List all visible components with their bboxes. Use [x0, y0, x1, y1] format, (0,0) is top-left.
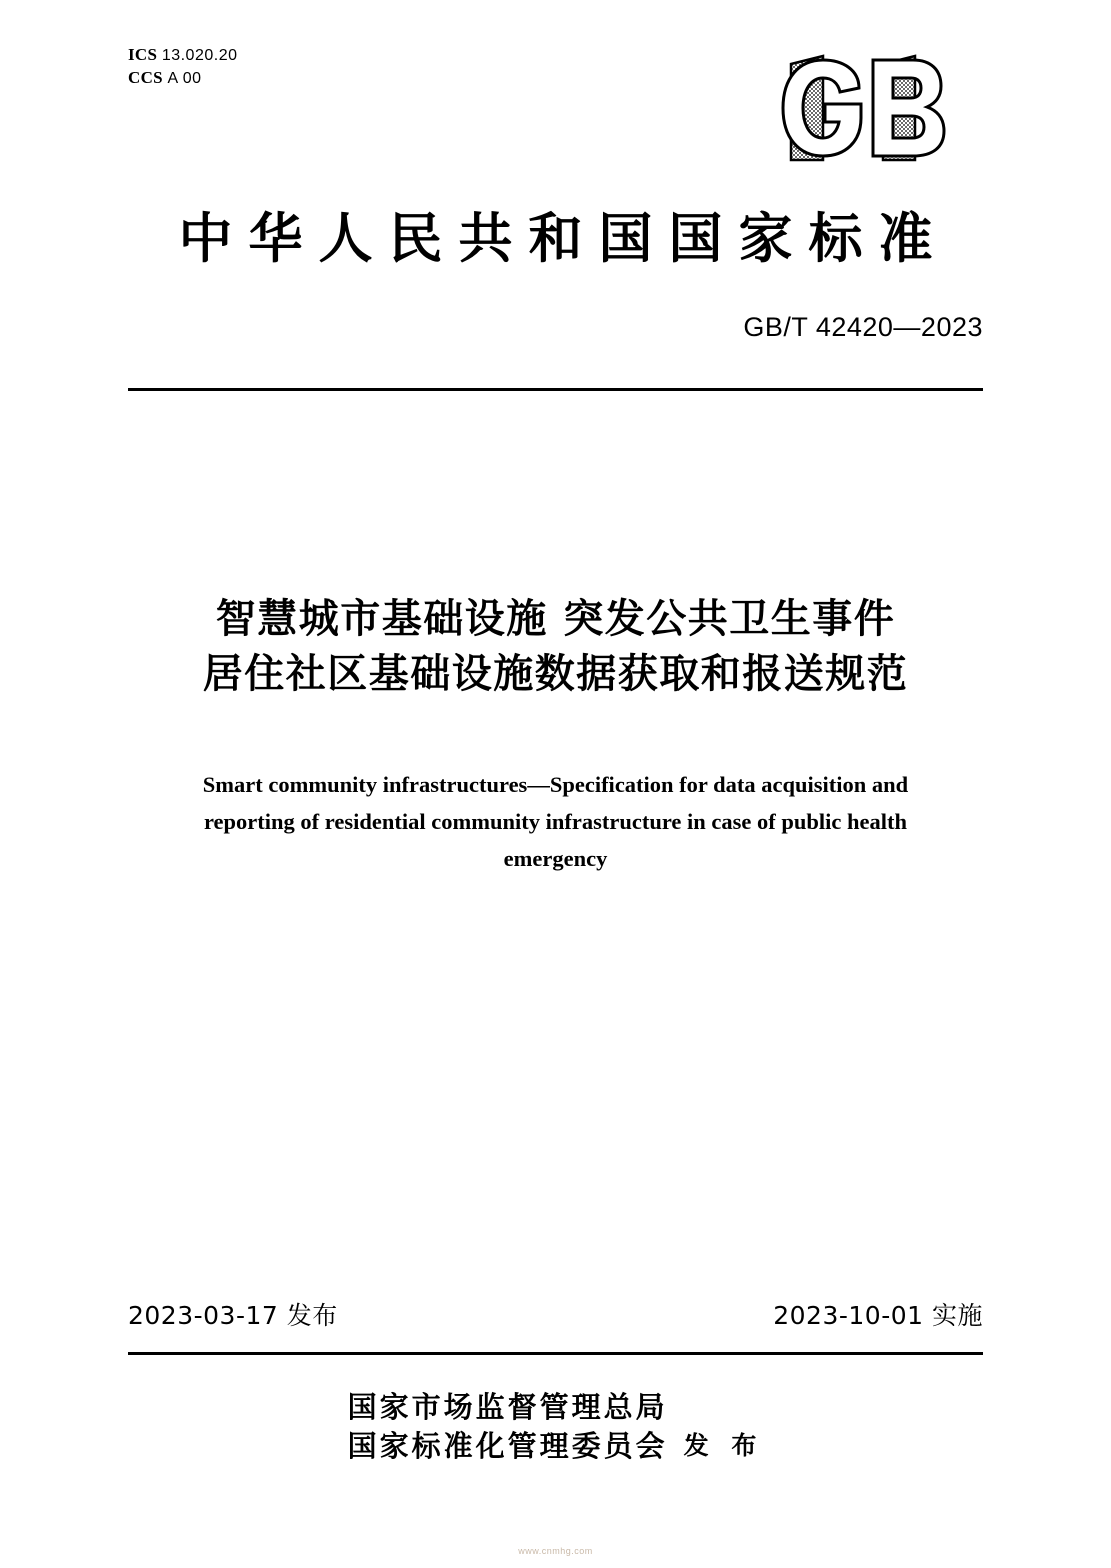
issuing-authority-line1: 国家市场监督管理总局: [347, 1390, 668, 1424]
standard-number: GB/T 42420—2023: [743, 312, 983, 342]
document-title-en: Smart community infrastructures—Specification for data acquisition and reporting of residential community infrastructure in case of public health emergency: [202, 772, 909, 872]
ics-value: 13.020.20: [161, 47, 238, 64]
ccs-label: CCS: [128, 67, 163, 87]
issue-date: 2023-03-17 发布: [128, 1301, 338, 1330]
ics-line: [128, 44, 238, 67]
document-title-cn: [90, 592, 1021, 702]
implementation-date: 2023-10-01 实施: [773, 1301, 983, 1330]
divider-bottom: [128, 1352, 983, 1355]
national-standard-heading: 中华人民共和国国家标准: [178, 206, 949, 270]
ccs-value: A 00: [167, 69, 202, 87]
classification-codes: [128, 44, 238, 90]
divider-top: [128, 388, 983, 391]
issuing-authority: [0, 1388, 1111, 1466]
document-title-cn-line2: 居住社区基础设施数据获取和报送规范: [202, 651, 909, 698]
ccs-line: [128, 67, 238, 90]
document-title-cn-line1: 智慧城市基础设施 突发公共卫生事件: [215, 596, 896, 642]
issuing-verb: 发 布: [683, 1431, 764, 1461]
gb-emblem-icon: [763, 48, 983, 168]
ics-label: ICS: [128, 45, 158, 64]
issuing-authority-names: [348, 1388, 668, 1466]
footer-watermark: www.cnmhg.com: [518, 1546, 593, 1556]
issuing-authority-line2: 国家标准化管理委员会: [347, 1429, 668, 1464]
